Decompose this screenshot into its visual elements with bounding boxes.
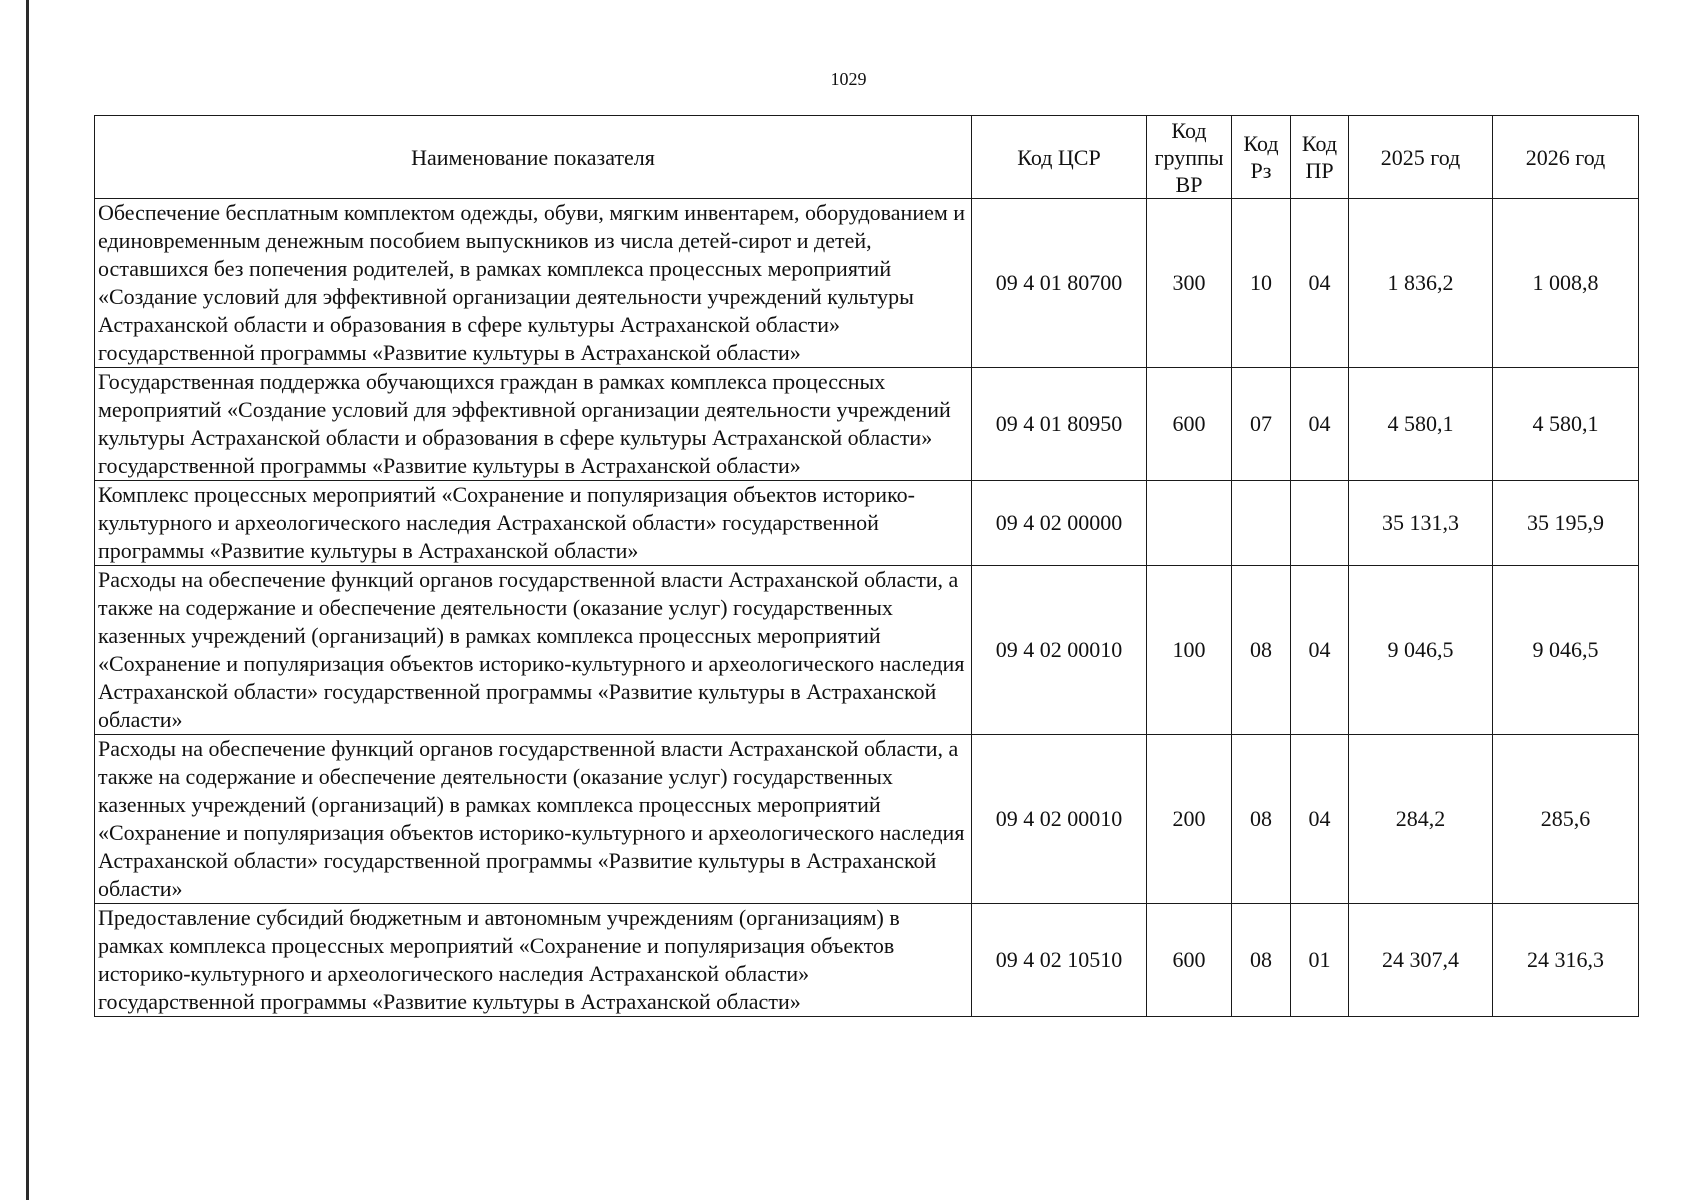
row-csr: 09 4 02 00010 — [972, 735, 1147, 904]
row-2025: 4 580,1 — [1349, 368, 1493, 481]
row-name: Расходы на обеспечение функций органов государственной власти Астраханской области, а также на содержание и обеспечение деятельности (оказание услуг) государственных казенных учреждений (организаций) в рамках комплекса процессных мероприятий «Сохранение и популяризация объектов историко-культурного и археологического наследия Астраханской области» государственной программы «Развитие культуры в Астраханской области» — [95, 735, 972, 904]
row-2026: 1 008,8 — [1493, 199, 1639, 368]
budget-table — [94, 115, 1639, 1017]
row-2026: 9 046,5 — [1493, 566, 1639, 735]
row-pr — [1291, 481, 1349, 566]
row-name: Расходы на обеспечение функций органов государственной власти Астраханской области, а также на содержание и обеспечение деятельности (оказание услуг) государственных казенных учреждений (организаций) в рамках комплекса процессных мероприятий «Сохранение и популяризация объектов историко-культурного и археологического наследия Астраханской области» государственной программы «Развитие культуры в Астраханской области» — [95, 566, 972, 735]
row-csr: 09 4 01 80950 — [972, 368, 1147, 481]
table-row — [95, 566, 1639, 735]
header-2026: 2026 год — [1493, 116, 1639, 199]
row-2025: 1 836,2 — [1349, 199, 1493, 368]
header-rz: Код Рз — [1232, 116, 1291, 199]
header-2025: 2025 год — [1349, 116, 1493, 199]
row-rz: 08 — [1232, 904, 1291, 1017]
row-2026: 35 195,9 — [1493, 481, 1639, 566]
header-vr: Код группы ВР — [1147, 116, 1232, 199]
row-vr: 200 — [1147, 735, 1232, 904]
row-rz: 08 — [1232, 735, 1291, 904]
row-vr: 300 — [1147, 199, 1232, 368]
header-csr: Код ЦСР — [972, 116, 1147, 199]
row-csr: 09 4 01 80700 — [972, 199, 1147, 368]
row-pr: 04 — [1291, 566, 1349, 735]
row-pr: 04 — [1291, 735, 1349, 904]
row-vr: 600 — [1147, 368, 1232, 481]
table-row — [95, 481, 1639, 566]
row-2025: 284,2 — [1349, 735, 1493, 904]
row-vr: 600 — [1147, 904, 1232, 1017]
row-pr: 01 — [1291, 904, 1349, 1017]
row-csr: 09 4 02 00000 — [972, 481, 1147, 566]
row-2026: 285,6 — [1493, 735, 1639, 904]
row-pr: 04 — [1291, 368, 1349, 481]
scan-edge-line — [26, 0, 29, 1200]
row-2025: 35 131,3 — [1349, 481, 1493, 566]
row-csr: 09 4 02 00010 — [972, 566, 1147, 735]
row-rz: 08 — [1232, 566, 1291, 735]
row-name: Обеспечение бесплатным комплектом одежды, обуви, мягким инвентарем, оборудованием и единовременным денежным пособием выпускников из числа детей-сирот и детей, оставшихся без попечения родителей, в рамках комплекса процессных мероприятий «Создание условий для эффективной организации деятельности учреждений культуры Астраханской области и образования в сфере культуры Астраханской области» государственной программы «Развитие культуры в Астраханской области» — [95, 199, 972, 368]
table-row — [95, 735, 1639, 904]
table-row — [95, 199, 1639, 368]
row-rz — [1232, 481, 1291, 566]
row-csr: 09 4 02 10510 — [972, 904, 1147, 1017]
row-rz: 10 — [1232, 199, 1291, 368]
row-2026: 24 316,3 — [1493, 904, 1639, 1017]
header-pr: Код ПР — [1291, 116, 1349, 199]
row-pr: 04 — [1291, 199, 1349, 368]
row-name: Предоставление субсидий бюджетным и автономным учреждениям (организациям) в рамках комплекса процессных мероприятий «Сохранение и популяризация объектов историко-культурного и археологического наследия Астраханской области» государственной программы «Развитие культуры в Астраханской области» — [95, 904, 972, 1017]
row-name: Государственная поддержка обучающихся граждан в рамках комплекса процессных мероприятий «Создание условий для эффективной организации деятельности учреждений культуры Астраханской области и образования в сфере культуры Астраханской области» государственной программы «Развитие культуры в Астраханской области» — [95, 368, 972, 481]
table-row — [95, 368, 1639, 481]
row-2026: 4 580,1 — [1493, 368, 1639, 481]
row-2025: 9 046,5 — [1349, 566, 1493, 735]
row-rz: 07 — [1232, 368, 1291, 481]
table-header-row — [95, 116, 1639, 199]
header-name: Наименование показателя — [95, 116, 972, 199]
row-vr: 100 — [1147, 566, 1232, 735]
row-name: Комплекс процессных мероприятий «Сохранение и популяризация объектов историко-культурного и археологического наследия Астраханской области» государственной программы «Развитие культуры в Астраханской области» — [95, 481, 972, 566]
page-number: 1029 — [830, 69, 867, 89]
row-vr — [1147, 481, 1232, 566]
table-row — [95, 904, 1639, 1017]
row-2025: 24 307,4 — [1349, 904, 1493, 1017]
